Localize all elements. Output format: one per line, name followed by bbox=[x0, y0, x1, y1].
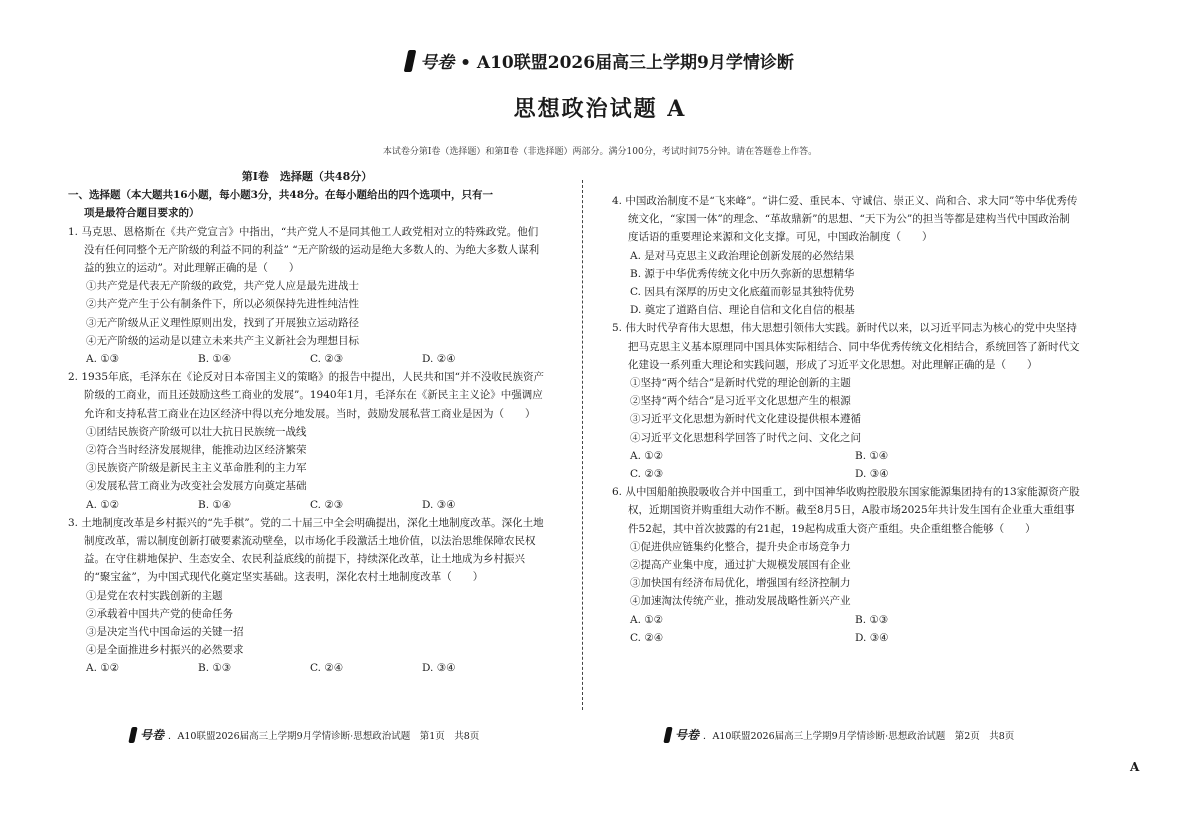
options bbox=[612, 629, 1080, 647]
options bbox=[612, 465, 1080, 483]
question-stem: 3. 土地制度改革是乡村振兴的“先手棋”。党的二十届三中全会明确提出，深化土地制度改革。深化土地制度改革，需以制度创新打破要素流动壁垒，以市场化手段激活土地价值，以法治思维保障农民权益。在守住耕地保护、生态安全、农民利益底线的前提下，持续深化改革，让土地成为乡村振兴的“聚宝盆”，为中国式现代化奠定坚实基础。这表明，深化农村土地制度改革（ ） bbox=[68, 516, 544, 584]
logo-text: 号卷 bbox=[420, 53, 455, 73]
footer-logo-text: 号卷 bbox=[675, 728, 700, 742]
options bbox=[68, 496, 546, 514]
right-column bbox=[612, 192, 1080, 647]
statement: ③是决定当代中国命运的关键一招 bbox=[86, 626, 244, 639]
footer-page-info: ．A10联盟2026届高三上学期9月学情诊断·思想政治试题 第1页 共8页 bbox=[168, 730, 480, 742]
brand-logo-icon bbox=[128, 727, 137, 743]
statement: ①坚持“两个结合”是新时代党的理论创新的主题 bbox=[630, 377, 851, 390]
statement: ④习近平文化思想科学回答了时代之问、文化之问 bbox=[630, 431, 861, 444]
option-c[interactable]: C. ②③ bbox=[630, 468, 664, 481]
statement: ③加快国有经济布局优化，增强国有经济控制力 bbox=[630, 577, 851, 590]
footer-left bbox=[130, 726, 479, 743]
option-c[interactable]: C. ②③ bbox=[310, 353, 344, 366]
option-c[interactable]: C. ②④ bbox=[310, 662, 344, 675]
option-b[interactable]: B. 源于中华优秀传统文化中历久弥新的思想精华 bbox=[630, 267, 855, 280]
statement: ②符合当时经济发展规律，能推动边区经济繁荣 bbox=[86, 444, 307, 457]
title-line bbox=[406, 48, 794, 73]
option-c[interactable]: C. ②④ bbox=[630, 631, 664, 644]
option-a[interactable]: A. ①② bbox=[86, 498, 120, 511]
question-2 bbox=[68, 368, 546, 514]
option-a[interactable]: A. ①② bbox=[86, 662, 120, 675]
statement: ④发展私营工商业为改变社会发展方向奠定基础 bbox=[86, 480, 307, 493]
option-d[interactable]: D. ③④ bbox=[855, 631, 889, 644]
statement: ②承载着中国共产党的使命任务 bbox=[86, 607, 233, 620]
left-column bbox=[68, 168, 546, 678]
question-3 bbox=[68, 514, 546, 678]
footer-logo-text: 号卷 bbox=[140, 728, 165, 742]
options bbox=[68, 659, 546, 677]
statement: ③民族资产阶级是新民主主义革命胜利的主力军 bbox=[86, 462, 307, 475]
statement: ④是全面推进乡村振兴的必然要求 bbox=[86, 644, 244, 657]
statement: ④加速淘汰传统产业，推动发展战略性新兴产业 bbox=[630, 595, 851, 608]
statement: ①是党在农村实践创新的主题 bbox=[86, 589, 223, 602]
footer-right bbox=[665, 726, 1014, 743]
options bbox=[612, 447, 1080, 465]
option-d[interactable]: D. 奠定了道路自信、理论自信和文化自信的根基 bbox=[630, 304, 855, 317]
question-5 bbox=[612, 319, 1080, 483]
option-c[interactable]: C. 因具有深厚的历史文化底蕴而彰显其独特优势 bbox=[630, 286, 855, 299]
option-b[interactable]: B. ①③ bbox=[198, 662, 232, 675]
option-d[interactable]: D. ②④ bbox=[422, 353, 456, 366]
question-1 bbox=[68, 223, 546, 369]
option-b[interactable]: B. ①④ bbox=[198, 498, 232, 511]
statement: ③无产阶级从正义理性原则出发，找到了开展独立运动路径 bbox=[86, 316, 359, 329]
column-divider bbox=[582, 180, 583, 710]
option-d[interactable]: D. ③④ bbox=[855, 468, 889, 481]
option-a[interactable]: A. ①② bbox=[630, 449, 664, 462]
section-line-2: 项是最符合题目要求的） bbox=[84, 207, 200, 220]
option-a[interactable]: A. 是对马克思主义政治理论创新发展的必然结果 bbox=[630, 249, 855, 262]
part-title: 第Ⅰ卷 选择题（共48分） bbox=[241, 170, 373, 183]
option-b[interactable]: B. ①④ bbox=[198, 353, 232, 366]
statement: ③习近平文化思想为新时代文化建设提供根本遵循 bbox=[630, 413, 861, 426]
statement: ②坚持“两个结合”是习近平文化思想产生的根源 bbox=[630, 395, 851, 408]
question-stem: 2. 1935年底，毛泽东在《论反对日本帝国主义的策略》的报告中提出，人民共和国“并不没收民族资产阶级的工商业，而且还鼓励这些工商业的发展”。1940年1月，毛泽东在《新民主主义论》中强调应允许和支持私营工商业在边区经济中得以充分地发展。当时，鼓励发展私营工商业是因为（ ） bbox=[68, 371, 544, 420]
paper-version-label: A bbox=[1130, 760, 1140, 774]
option-d[interactable]: D. ③④ bbox=[422, 498, 456, 511]
footer-page-info: ．A10联盟2026届高三上学期9月学情诊断·思想政治试题 第2页 共8页 bbox=[703, 730, 1015, 742]
header bbox=[0, 48, 1200, 76]
option-a[interactable]: A. ①③ bbox=[86, 353, 120, 366]
statement: ②提高产业集中度，通过扩大规模发展国有企业 bbox=[630, 559, 851, 572]
statement: ④无产阶级的运动是以建立未来共产主义新社会为理想目标 bbox=[86, 334, 359, 347]
option-d[interactable]: D. ③④ bbox=[422, 662, 456, 675]
brand-logo-icon bbox=[663, 727, 672, 743]
brand-logo-icon bbox=[404, 50, 417, 72]
question-stem: 6. 从中国船舶换股吸收合并中国重工，到中国神华收购控股股东国家能源集团持有的13家能源资产股权，近期国资并购重组大动作不断。截至8月5日，A股市场2025年共计发生国有企业重大重组事件52起，其中首次披露的有21起，19起构成重大资产重组。央企重组整合能够（ ） bbox=[612, 486, 1080, 535]
exam-notice: 本试卷分第Ⅰ卷（选择题）和第Ⅱ卷（非选择题）两部分。满分100分，考试时间75分钟。请在答题卷上作答。 bbox=[382, 147, 818, 157]
question-stem: 1. 马克思、恩格斯在《共产党宣言》中指出，“共产党人不是同其他工人政党相对立的特殊政党。他们没有任何同整个无产阶级的利益不同的利益” “无产阶级的运动是绝大多数人的、为绝大多数人谋利益的独立的运动”。对此理解正确的是（ ） bbox=[68, 225, 540, 275]
option-a[interactable]: A. ①② bbox=[630, 613, 664, 626]
options bbox=[612, 611, 1080, 629]
options bbox=[68, 350, 546, 368]
statement: ②共产党产生于公有制条件下，所以必须保持先进性纯洁性 bbox=[86, 298, 359, 311]
main-title: • A10联盟2026届高三上学期9月学情诊断 bbox=[460, 53, 794, 73]
option-b[interactable]: B. ①③ bbox=[855, 613, 889, 626]
option-c[interactable]: C. ②③ bbox=[310, 498, 344, 511]
statement: ①团结民族资产阶级可以壮大抗日民族统一战线 bbox=[86, 425, 307, 438]
question-stem: 4. 中国政治制度不是“飞来峰”。“讲仁爱、重民本、守诚信、崇正义、尚和合、求大同”等中华优秀传统文化，“家国一体”的理念、“革故鼎新”的思想、“天下为公”的担当等都是建构当代中国政治制度话语的重要理论来源和文化支撑。可见，中国政治制度（ ） bbox=[612, 195, 1078, 244]
section-instructions bbox=[68, 186, 546, 222]
statement: ①促进供应链集约化整合，提升央企市场竞争力 bbox=[630, 540, 851, 553]
statement: ①共产党是代表无产阶级的政党，共产党人应是最先进战士 bbox=[86, 280, 359, 293]
subject-title: 思想政治试题 A bbox=[513, 96, 687, 122]
question-stem: 5. 伟大时代孕育伟大思想，伟大思想引领伟大实践。新时代以来，以习近平同志为核心的党中央坚持把马克思主义基本原理同中国具体实际相结合、同中华优秀传统文化相结合，系统回答了新时代文化建设一系列重大理论和实践问题，形成了习近平文化思想。对此理解正确的是（ ） bbox=[612, 322, 1080, 371]
question-4 bbox=[612, 192, 1080, 319]
question-6 bbox=[612, 483, 1080, 647]
section-line-1: 一、选择题（本大题共16小题，每小题3分，共48分。在每小题给出的四个选项中，只有一 bbox=[68, 189, 494, 202]
option-b[interactable]: B. ①④ bbox=[855, 449, 889, 462]
